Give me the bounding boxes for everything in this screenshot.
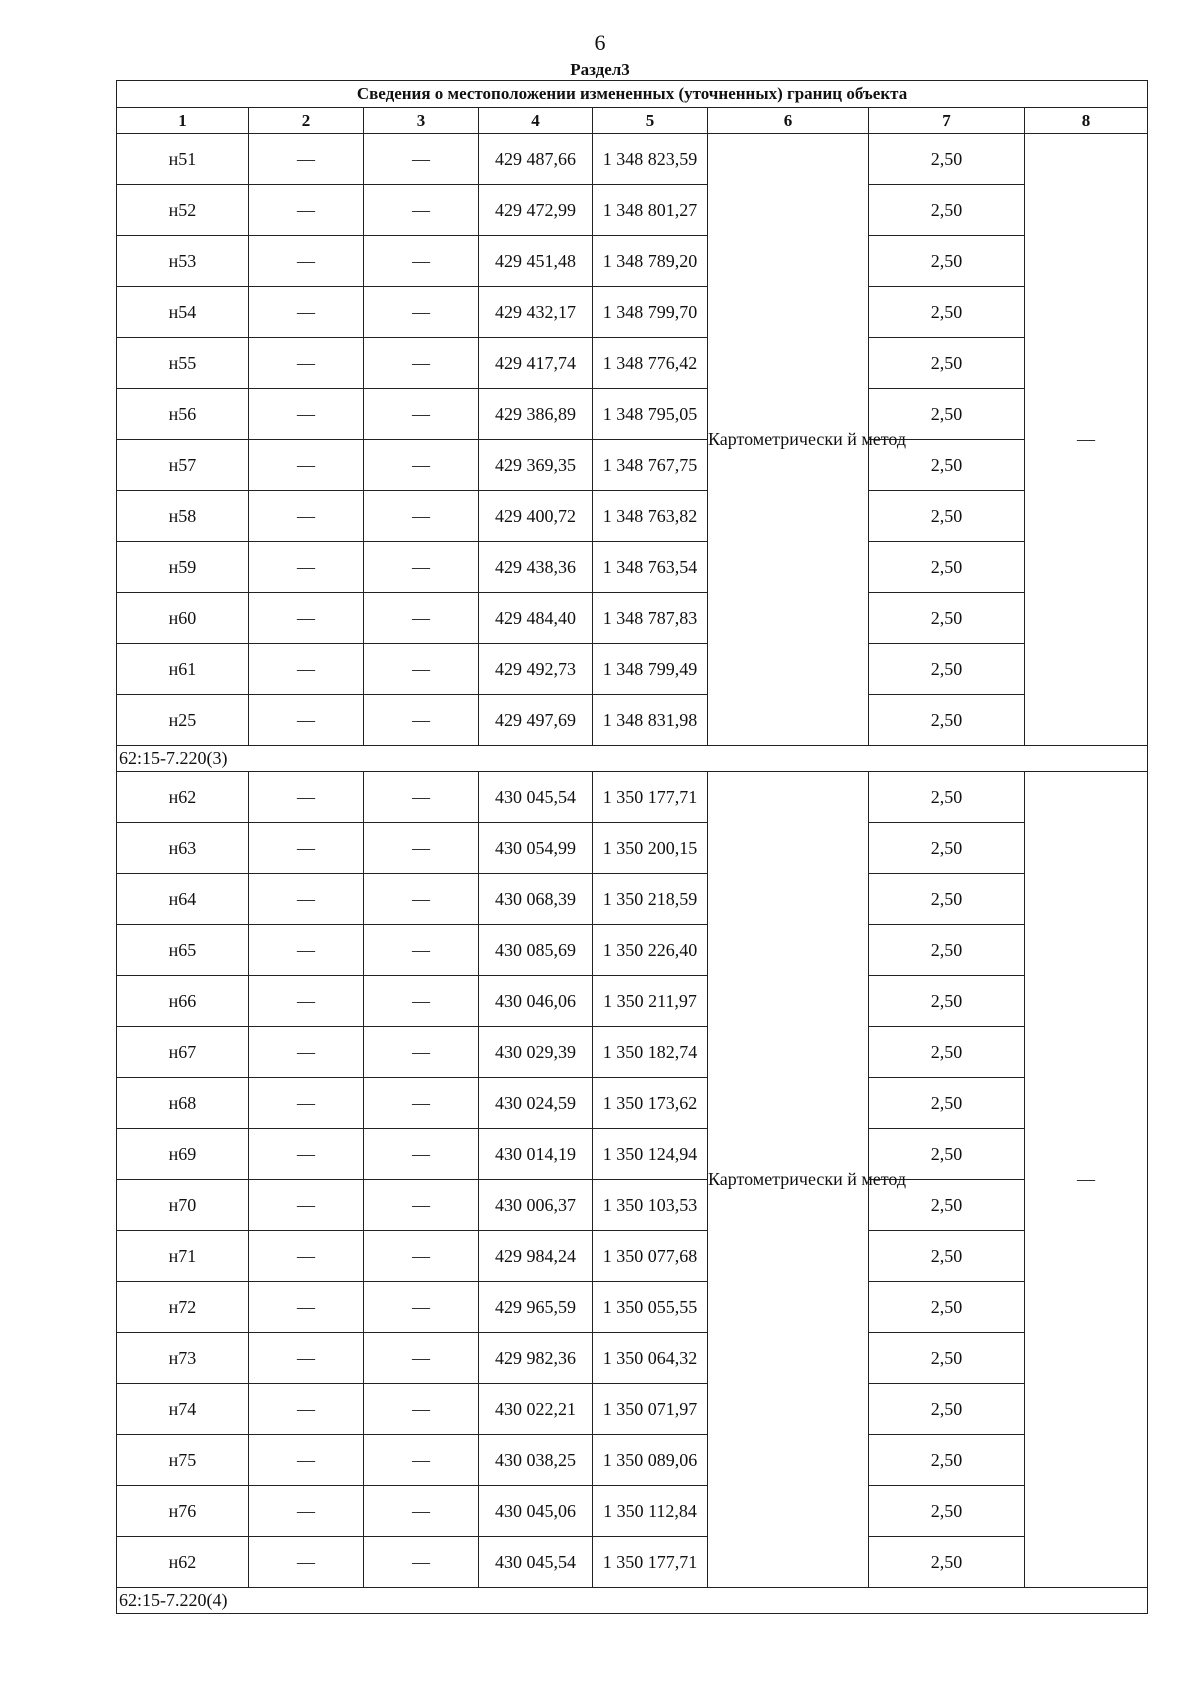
accuracy-cell: 2,50 bbox=[869, 1486, 1025, 1537]
point-name-cell: н60 bbox=[117, 593, 249, 644]
y-coordinate-cell: 1 350 103,53 bbox=[593, 1180, 708, 1231]
col3-cell: — bbox=[364, 338, 479, 389]
accuracy-cell: 2,50 bbox=[869, 593, 1025, 644]
y-coordinate-cell: 1 350 071,97 bbox=[593, 1384, 708, 1435]
accuracy-cell: 2,50 bbox=[869, 976, 1025, 1027]
column-number: 2 bbox=[249, 108, 364, 134]
col2-cell: — bbox=[249, 1333, 364, 1384]
col3-cell: — bbox=[364, 1384, 479, 1435]
col2-cell: — bbox=[249, 874, 364, 925]
col3-cell: — bbox=[364, 185, 479, 236]
accuracy-cell: 2,50 bbox=[869, 1129, 1025, 1180]
point-name-cell: н72 bbox=[117, 1282, 249, 1333]
method-cell: Картометрически й метод bbox=[708, 772, 869, 1588]
col3-cell: — bbox=[364, 823, 479, 874]
accuracy-cell: 2,50 bbox=[869, 491, 1025, 542]
x-coordinate-cell: 429 386,89 bbox=[479, 389, 593, 440]
parcel-label-row bbox=[117, 746, 1148, 772]
col3-cell: — bbox=[364, 1129, 479, 1180]
accuracy-cell: 2,50 bbox=[869, 874, 1025, 925]
col2-cell: — bbox=[249, 593, 364, 644]
x-coordinate-cell: 430 045,54 bbox=[479, 772, 593, 823]
x-coordinate-cell: 430 045,54 bbox=[479, 1537, 593, 1588]
col2-cell: — bbox=[249, 772, 364, 823]
col2-cell: — bbox=[249, 1129, 364, 1180]
col3-cell: — bbox=[364, 695, 479, 746]
column-number: 6 bbox=[708, 108, 869, 134]
col3-cell: — bbox=[364, 542, 479, 593]
y-coordinate-cell: 1 348 776,42 bbox=[593, 338, 708, 389]
accuracy-cell: 2,50 bbox=[869, 1078, 1025, 1129]
column-number: 7 bbox=[869, 108, 1025, 134]
x-coordinate-cell: 429 484,40 bbox=[479, 593, 593, 644]
point-name-cell: н69 bbox=[117, 1129, 249, 1180]
column-number: 1 bbox=[117, 108, 249, 134]
accuracy-cell: 2,50 bbox=[869, 134, 1025, 185]
x-coordinate-cell: 429 438,36 bbox=[479, 542, 593, 593]
table-row bbox=[117, 1384, 1148, 1435]
y-coordinate-cell: 1 350 089,06 bbox=[593, 1435, 708, 1486]
accuracy-cell: 2,50 bbox=[869, 542, 1025, 593]
col3-cell: — bbox=[364, 440, 479, 491]
y-coordinate-cell: 1 348 763,82 bbox=[593, 491, 708, 542]
y-coordinate-cell: 1 348 789,20 bbox=[593, 236, 708, 287]
point-name-cell: н53 bbox=[117, 236, 249, 287]
x-coordinate-cell: 429 369,35 bbox=[479, 440, 593, 491]
accuracy-cell: 2,50 bbox=[869, 440, 1025, 491]
accuracy-cell: 2,50 bbox=[869, 185, 1025, 236]
point-name-cell: н58 bbox=[117, 491, 249, 542]
column-number: 8 bbox=[1025, 108, 1148, 134]
table-row bbox=[117, 1333, 1148, 1384]
method-cell: Картометрически й метод bbox=[708, 134, 869, 746]
col2-cell: — bbox=[249, 287, 364, 338]
y-coordinate-cell: 1 350 177,71 bbox=[593, 1537, 708, 1588]
table-row bbox=[117, 1180, 1148, 1231]
x-coordinate-cell: 430 014,19 bbox=[479, 1129, 593, 1180]
table-row bbox=[117, 542, 1148, 593]
col3-cell: — bbox=[364, 874, 479, 925]
x-coordinate-cell: 430 022,21 bbox=[479, 1384, 593, 1435]
accuracy-cell: 2,50 bbox=[869, 338, 1025, 389]
table-row bbox=[117, 593, 1148, 644]
table-row bbox=[117, 389, 1148, 440]
y-coordinate-cell: 1 348 831,98 bbox=[593, 695, 708, 746]
col2-cell: — bbox=[249, 1282, 364, 1333]
table-row bbox=[117, 874, 1148, 925]
table-row bbox=[117, 440, 1148, 491]
accuracy-cell: 2,50 bbox=[869, 695, 1025, 746]
boundary-coordinates-table bbox=[116, 80, 1148, 1614]
x-coordinate-cell: 430 054,99 bbox=[479, 823, 593, 874]
point-name-cell: н56 bbox=[117, 389, 249, 440]
col3-cell: — bbox=[364, 772, 479, 823]
y-coordinate-cell: 1 348 801,27 bbox=[593, 185, 708, 236]
y-coordinate-cell: 1 348 799,49 bbox=[593, 644, 708, 695]
col2-cell: — bbox=[249, 1435, 364, 1486]
table-row bbox=[117, 236, 1148, 287]
col2-cell: — bbox=[249, 236, 364, 287]
col3-cell: — bbox=[364, 1180, 479, 1231]
accuracy-cell: 2,50 bbox=[869, 389, 1025, 440]
table-row bbox=[117, 644, 1148, 695]
col3-cell: — bbox=[364, 1333, 479, 1384]
x-coordinate-cell: 430 029,39 bbox=[479, 1027, 593, 1078]
section-label: Раздел3 bbox=[570, 60, 630, 79]
x-coordinate-cell: 429 492,73 bbox=[479, 644, 593, 695]
table-row bbox=[117, 695, 1148, 746]
point-name-cell: н74 bbox=[117, 1384, 249, 1435]
y-coordinate-cell: 1 348 787,83 bbox=[593, 593, 708, 644]
point-name-cell: н75 bbox=[117, 1435, 249, 1486]
col2-cell: — bbox=[249, 491, 364, 542]
accuracy-cell: 2,50 bbox=[869, 823, 1025, 874]
col3-cell: — bbox=[364, 1078, 479, 1129]
col8-cell: — bbox=[1025, 772, 1148, 1588]
x-coordinate-cell: 430 085,69 bbox=[479, 925, 593, 976]
col2-cell: — bbox=[249, 134, 364, 185]
x-coordinate-cell: 429 965,59 bbox=[479, 1282, 593, 1333]
col3-cell: — bbox=[364, 925, 479, 976]
col3-cell: — bbox=[364, 1435, 479, 1486]
x-coordinate-cell: 429 432,17 bbox=[479, 287, 593, 338]
col2-cell: — bbox=[249, 976, 364, 1027]
point-name-cell: н76 bbox=[117, 1486, 249, 1537]
y-coordinate-cell: 1 350 211,97 bbox=[593, 976, 708, 1027]
table-row bbox=[117, 925, 1148, 976]
accuracy-cell: 2,50 bbox=[869, 287, 1025, 338]
point-name-cell: н67 bbox=[117, 1027, 249, 1078]
table-row bbox=[117, 1027, 1148, 1078]
table-row bbox=[117, 976, 1148, 1027]
accuracy-cell: 2,50 bbox=[869, 1333, 1025, 1384]
table-title: Сведения о местоположении измененных (уточненных) границ объекта bbox=[117, 81, 1148, 108]
accuracy-cell: 2,50 bbox=[869, 236, 1025, 287]
parcel-label: 62:15-7.220(3) bbox=[117, 746, 1148, 772]
parcel-label-row bbox=[117, 1588, 1148, 1614]
col2-cell: — bbox=[249, 1486, 364, 1537]
col2-cell: — bbox=[249, 338, 364, 389]
parcel-label: 62:15-7.220(4) bbox=[117, 1588, 1148, 1614]
col3-cell: — bbox=[364, 644, 479, 695]
accuracy-cell: 2,50 bbox=[869, 1180, 1025, 1231]
col2-cell: — bbox=[249, 644, 364, 695]
table-title-row bbox=[117, 81, 1148, 108]
point-name-cell: н70 bbox=[117, 1180, 249, 1231]
col2-cell: — bbox=[249, 1027, 364, 1078]
x-coordinate-cell: 430 045,06 bbox=[479, 1486, 593, 1537]
accuracy-cell: 2,50 bbox=[869, 1282, 1025, 1333]
point-name-cell: н52 bbox=[117, 185, 249, 236]
accuracy-cell: 2,50 bbox=[869, 1537, 1025, 1588]
y-coordinate-cell: 1 348 795,05 bbox=[593, 389, 708, 440]
col3-cell: — bbox=[364, 1231, 479, 1282]
y-coordinate-cell: 1 348 823,59 bbox=[593, 134, 708, 185]
table-row bbox=[117, 491, 1148, 542]
table-row bbox=[117, 1537, 1148, 1588]
column-number: 5 bbox=[593, 108, 708, 134]
col3-cell: — bbox=[364, 134, 479, 185]
point-name-cell: н65 bbox=[117, 925, 249, 976]
col2-cell: — bbox=[249, 389, 364, 440]
point-name-cell: н61 bbox=[117, 644, 249, 695]
col3-cell: — bbox=[364, 976, 479, 1027]
x-coordinate-cell: 429 984,24 bbox=[479, 1231, 593, 1282]
y-coordinate-cell: 1 350 182,74 bbox=[593, 1027, 708, 1078]
col2-cell: — bbox=[249, 1078, 364, 1129]
point-name-cell: н62 bbox=[117, 1537, 249, 1588]
accuracy-cell: 2,50 bbox=[869, 1435, 1025, 1486]
table-row bbox=[117, 772, 1148, 823]
y-coordinate-cell: 1 350 218,59 bbox=[593, 874, 708, 925]
accuracy-cell: 2,50 bbox=[869, 772, 1025, 823]
col2-cell: — bbox=[249, 440, 364, 491]
accuracy-cell: 2,50 bbox=[869, 1027, 1025, 1078]
y-coordinate-cell: 1 350 177,71 bbox=[593, 772, 708, 823]
y-coordinate-cell: 1 348 799,70 bbox=[593, 287, 708, 338]
x-coordinate-cell: 429 400,72 bbox=[479, 491, 593, 542]
x-coordinate-cell: 429 487,66 bbox=[479, 134, 593, 185]
col2-cell: — bbox=[249, 1180, 364, 1231]
x-coordinate-cell: 430 068,39 bbox=[479, 874, 593, 925]
point-name-cell: н71 bbox=[117, 1231, 249, 1282]
col3-cell: — bbox=[364, 287, 479, 338]
point-name-cell: н25 bbox=[117, 695, 249, 746]
x-coordinate-cell: 429 451,48 bbox=[479, 236, 593, 287]
x-coordinate-cell: 430 006,37 bbox=[479, 1180, 593, 1231]
table-row bbox=[117, 1435, 1148, 1486]
y-coordinate-cell: 1 350 200,15 bbox=[593, 823, 708, 874]
y-coordinate-cell: 1 348 767,75 bbox=[593, 440, 708, 491]
y-coordinate-cell: 1 350 112,84 bbox=[593, 1486, 708, 1537]
column-number: 3 bbox=[364, 108, 479, 134]
table-row bbox=[117, 1129, 1148, 1180]
col3-cell: — bbox=[364, 1027, 479, 1078]
table-row bbox=[117, 823, 1148, 874]
x-coordinate-cell: 429 417,74 bbox=[479, 338, 593, 389]
y-coordinate-cell: 1 348 763,54 bbox=[593, 542, 708, 593]
accuracy-cell: 2,50 bbox=[869, 1231, 1025, 1282]
column-number-row bbox=[117, 108, 1148, 134]
point-name-cell: н51 bbox=[117, 134, 249, 185]
col3-cell: — bbox=[364, 491, 479, 542]
table-row bbox=[117, 1486, 1148, 1537]
col3-cell: — bbox=[364, 593, 479, 644]
x-coordinate-cell: 430 024,59 bbox=[479, 1078, 593, 1129]
y-coordinate-cell: 1 350 124,94 bbox=[593, 1129, 708, 1180]
point-name-cell: н62 bbox=[117, 772, 249, 823]
col8-cell: — bbox=[1025, 134, 1148, 746]
y-coordinate-cell: 1 350 055,55 bbox=[593, 1282, 708, 1333]
col2-cell: — bbox=[249, 1384, 364, 1435]
x-coordinate-cell: 430 038,25 bbox=[479, 1435, 593, 1486]
point-name-cell: н64 bbox=[117, 874, 249, 925]
col2-cell: — bbox=[249, 695, 364, 746]
col3-cell: — bbox=[364, 1486, 479, 1537]
point-name-cell: н55 bbox=[117, 338, 249, 389]
col2-cell: — bbox=[249, 185, 364, 236]
y-coordinate-cell: 1 350 173,62 bbox=[593, 1078, 708, 1129]
x-coordinate-cell: 430 046,06 bbox=[479, 976, 593, 1027]
y-coordinate-cell: 1 350 064,32 bbox=[593, 1333, 708, 1384]
point-name-cell: н54 bbox=[117, 287, 249, 338]
column-number: 4 bbox=[479, 108, 593, 134]
y-coordinate-cell: 1 350 226,40 bbox=[593, 925, 708, 976]
y-coordinate-cell: 1 350 077,68 bbox=[593, 1231, 708, 1282]
x-coordinate-cell: 429 497,69 bbox=[479, 695, 593, 746]
table-row bbox=[117, 338, 1148, 389]
col3-cell: — bbox=[364, 1537, 479, 1588]
x-coordinate-cell: 429 472,99 bbox=[479, 185, 593, 236]
x-coordinate-cell: 429 982,36 bbox=[479, 1333, 593, 1384]
table-row bbox=[117, 1282, 1148, 1333]
col2-cell: — bbox=[249, 823, 364, 874]
point-name-cell: н68 bbox=[117, 1078, 249, 1129]
col2-cell: — bbox=[249, 1537, 364, 1588]
table-body bbox=[117, 81, 1148, 1614]
point-name-cell: н66 bbox=[117, 976, 249, 1027]
point-name-cell: н59 bbox=[117, 542, 249, 593]
col3-cell: — bbox=[364, 1282, 479, 1333]
table-row bbox=[117, 185, 1148, 236]
table-row bbox=[117, 134, 1148, 185]
accuracy-cell: 2,50 bbox=[869, 1384, 1025, 1435]
table-row bbox=[117, 287, 1148, 338]
col3-cell: — bbox=[364, 389, 479, 440]
col2-cell: — bbox=[249, 1231, 364, 1282]
col3-cell: — bbox=[364, 236, 479, 287]
page-number: 6 bbox=[594, 30, 606, 55]
point-name-cell: н73 bbox=[117, 1333, 249, 1384]
col2-cell: — bbox=[249, 542, 364, 593]
accuracy-cell: 2,50 bbox=[869, 925, 1025, 976]
table-row bbox=[117, 1231, 1148, 1282]
accuracy-cell: 2,50 bbox=[869, 644, 1025, 695]
point-name-cell: н57 bbox=[117, 440, 249, 491]
table-row bbox=[117, 1078, 1148, 1129]
point-name-cell: н63 bbox=[117, 823, 249, 874]
col2-cell: — bbox=[249, 925, 364, 976]
